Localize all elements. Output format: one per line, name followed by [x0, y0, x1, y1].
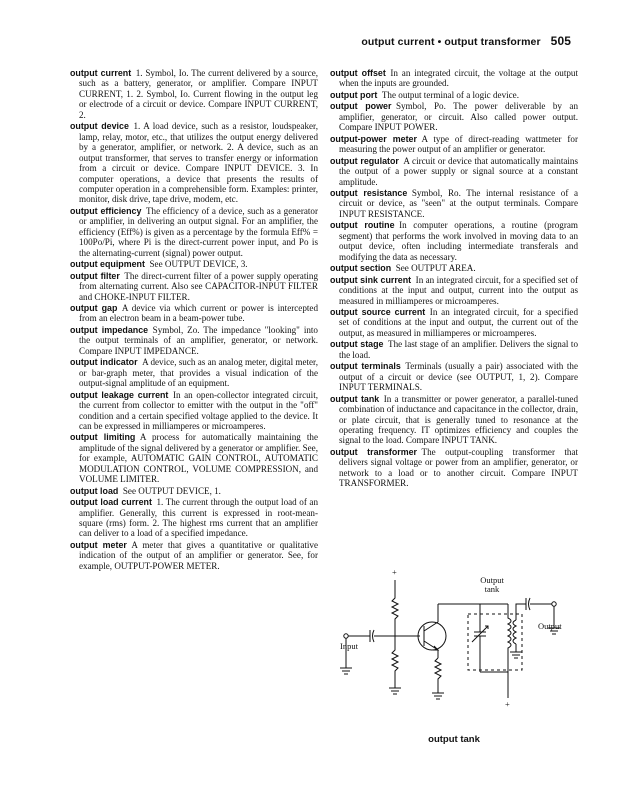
dictionary-entry	[330, 339, 578, 360]
entry-term: output power	[330, 101, 392, 112]
output-capacitor	[516, 598, 552, 620]
entry-term: output efficiency	[70, 205, 142, 216]
entry-term: output equipment	[70, 259, 145, 270]
entry-definition: The last stage of an amplifier. Delivers the signal to the load.	[339, 339, 578, 360]
coil-ground	[510, 644, 522, 658]
entry-definition: The output terminal of a logic device.	[381, 89, 519, 100]
entry-term: output transformer	[330, 446, 417, 457]
dictionary-entry	[70, 271, 318, 302]
dictionary-entry	[330, 188, 578, 219]
dictionary-entry	[330, 307, 578, 338]
entry-term: output load current	[70, 497, 152, 508]
entry-definition: In computer operations, a routine (program segment) that performs the work involved in moving data to an output device, often including intermediate transferals and modifying the data as necessary.	[339, 220, 578, 262]
entry-term: output source current	[330, 306, 426, 317]
dictionary-entry	[70, 432, 318, 484]
entry-term: output filter	[70, 270, 120, 281]
output-coupling-coil	[513, 620, 516, 644]
output-tank-figure	[330, 568, 578, 748]
output-terminal	[552, 602, 556, 606]
emitter-resistor	[432, 658, 444, 699]
dictionary-entry	[70, 121, 318, 205]
entry-definition: In an integrated circuit, for a specified set of conditions at the input and output, current into the output as measured in milliamperes or microamperes.	[339, 274, 579, 306]
dictionary-entry	[70, 68, 318, 120]
dictionary-entry	[70, 497, 318, 539]
entry-term: output current	[70, 68, 132, 78]
input-terminal	[344, 634, 348, 638]
entry-definition: Symbol, Zo. The impedance "looking" into the output terminals of an amplifier, generator, or network. Compare INPUT IMPEDANCE.	[79, 324, 318, 356]
dictionary-entry	[70, 540, 318, 571]
entry-term: output offset	[330, 68, 386, 78]
entry-definition: 1. Symbol, Io. The current delivered by a source, such as a battery, generator, or amplifier. Compare INPUT CURRENT, 1. 2. Symbol, Io. Current flowing in the output leg or electrode of a circuit or device. Compare INPUT CURRENT, 2.	[79, 68, 319, 120]
figure-caption: output tank	[428, 734, 480, 745]
bias-resistor-bottom	[389, 636, 401, 694]
dictionary-entry	[70, 259, 318, 269]
entry-definition: See OUTPUT DEVICE, 1.	[122, 485, 221, 496]
entry-definition: 1. A load device, such as a resistor, loudspeaker, lamp, relay, motor, etc., that utilizes the output energy delivered by a generator, amplifier, or network. 2. A device, such as an output transformer, that serves to transfer energy or information from a circuit or device. Compare INPUT DEVICE. 3. In computer operations, a device that presents the results of computer operation in a comprehensible form. Examples: printer, monitor, disk drive, tape drive, modem, etc.	[79, 121, 318, 205]
running-title: output current • output transformer	[361, 36, 541, 48]
entry-definition: See OUTPUT DEVICE, 3.	[149, 259, 248, 270]
entry-definition: In a transmitter or power generator, a parallel-tuned combination of inductance and capacitance in the collector, drain, or plate circuit, that is generally tuned to resonance at the operating frequency. IT optimizes efficiency and couples the signal to the load. Compare INPUT TANK.	[339, 393, 578, 446]
entry-term: output device	[70, 121, 129, 132]
entry-term: output limiting	[70, 432, 136, 443]
entry-definition: A device via which current or power is intercepted from an electron beam in a beam-power tube.	[79, 302, 318, 324]
running-header	[340, 34, 571, 48]
dictionary-entry	[70, 206, 318, 258]
entry-definition: Terminals (usually a pair) associated with the output of a circuit or device (see OUTPUT, 1, 2). Compare INPUT TERMINALS.	[339, 361, 578, 393]
entry-term: output meter	[70, 539, 127, 550]
circuit-diagram	[330, 568, 578, 728]
entry-term: output-power meter	[330, 133, 417, 144]
dictionary-entry	[330, 101, 578, 132]
dictionary-entry	[330, 263, 578, 273]
entry-term: output port	[330, 89, 378, 100]
entry-definition: See OUTPUT AREA.	[395, 263, 476, 274]
dictionary-entry	[70, 486, 318, 496]
dictionary-entry	[70, 325, 318, 356]
entry-definition: The output-coupling transformer that delivers signal voltage or power from an amplifier, generator, or network to a load or to another circuit. Compare INPUT TRANSFORMER.	[339, 446, 579, 489]
entry-term: output section	[330, 263, 392, 274]
entry-definition: Symbol, Po. The power deliverable by an amplifier, generator, or circuit. Also called power output. Compare INPUT POWER.	[339, 101, 579, 133]
dictionary-entry	[70, 357, 318, 388]
dictionary-entry	[330, 275, 578, 306]
entry-definition: In an integrated circuit, the voltage at the output when the inputs are grounded.	[339, 68, 578, 89]
left-column	[70, 68, 318, 572]
dictionary-entry	[330, 220, 578, 262]
page-number: 505	[550, 34, 571, 48]
dictionary-entry	[330, 68, 578, 89]
entry-term: output tank	[330, 393, 380, 404]
tank-supply-line	[480, 672, 508, 698]
entry-definition: A device, such as an analog meter, digital meter, or bar-graph meter, that provides a visual indication of the output-signal amplitude of an equipment.	[79, 357, 318, 389]
entry-term: output terminals	[330, 361, 401, 372]
entry-definition: Symbol, Ro. The internal resistance of a circuit or device, as "seen" at the output terminals. Compare INPUT RESISTANCE.	[339, 187, 578, 219]
input-label: Input	[340, 641, 358, 651]
entry-term: output load	[70, 485, 119, 496]
entry-term: output routine	[330, 220, 395, 231]
entry-definition: The direct-current filter of a power supply operating from alternating current. Also see CAPACITOR-INPUT FILTER and CHOKE-INPUT FILTER.	[79, 270, 318, 302]
plus-bottom-label: +	[505, 699, 510, 709]
dictionary-entry	[330, 447, 578, 489]
entry-definition: In an integrated circuit, for a specified set of conditions at the input and output, the current out of the output, as measured in milliamperes or microamperes.	[339, 306, 578, 338]
dictionary-entry	[70, 303, 318, 324]
input-capacitor	[348, 630, 420, 642]
output-label: Output	[538, 621, 562, 631]
entry-definition: A process for automatically maintaining the amplitude of the signal delivered by a generator or amplifier. See, for example, AUTOMATIC GAIN CONTROL, AUTOMATIC MODULATION CONTROL, VOLUME COMPRESSION, and VOLUME LIMITER.	[79, 432, 318, 485]
entry-definition: In an open-collector integrated circuit, the current from collector to emitter with the output in the "off" condition and a certain specified voltage applied to the device. It can be expressed in milliamperes or microamperes.	[79, 389, 318, 431]
entry-definition: The efficiency of a device, such as a generator or amplifier, in delivering an output signal. For an amplifier, the efficiency (Eff%) is given as a percentage by the formula Eff% = 100Po/Pi, where Pi is the direct-current power input, and Po is the alternating-current (signal) power output.	[79, 205, 318, 258]
dictionary-entry	[70, 390, 318, 432]
output-tank-label: Output tank	[480, 575, 504, 594]
plus-top-label: +	[392, 567, 397, 577]
entry-term: output gap	[70, 302, 118, 313]
entry-term: output resistance	[330, 187, 408, 198]
dictionary-entry	[330, 156, 578, 187]
dictionary-entry	[330, 361, 578, 392]
entry-term: output impedance	[70, 324, 149, 335]
entry-term: output stage	[330, 339, 384, 350]
dictionary-entry	[330, 394, 578, 446]
entry-term: output leakage current	[70, 389, 169, 400]
entry-term: output regulator	[330, 155, 399, 166]
entry-definition: 1. The current through the output load of an amplifier. Generally, this current is expressed in root-mean-square (rms) form. 2. The highest rms current that an amplifier can deliver to a load of a specified impedance.	[79, 497, 318, 539]
entry-term: output indicator	[70, 357, 138, 368]
entry-term: output sink current	[330, 274, 412, 285]
dictionary-entry	[330, 134, 578, 155]
entry-definition: A type of direct-reading wattmeter for measuring the power output of an amplifier or generator.	[339, 133, 579, 155]
bias-resistor-top	[392, 580, 398, 636]
dictionary-entry	[330, 90, 578, 100]
entry-definition: A circuit or device that automatically maintains the output of a power supply or signal source at a constant amplitude.	[339, 155, 578, 187]
entry-definition: A meter that gives a quantitative or qualitative indication of the output of an amplifier or generator. See, for example, OUTPUT-POWER METER.	[79, 539, 319, 571]
right-column	[330, 68, 578, 490]
